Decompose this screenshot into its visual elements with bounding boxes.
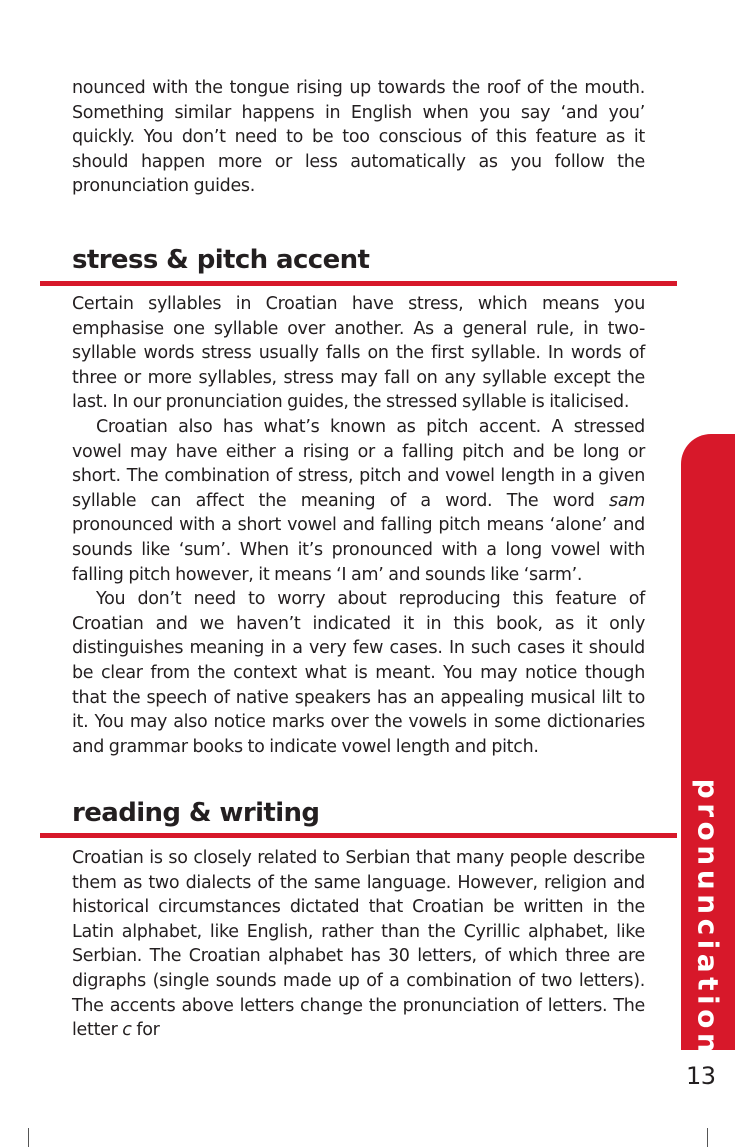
page-number: 13: [686, 1062, 716, 1090]
example-word-sam: sam: [609, 490, 645, 511]
stress-paragraph-3: You don’t need to worry about reproducing this feature of Croatian and we haven’t indicated it in this book, as it only distinguishes meaning in a very few cases. In such cases it should be clear from the context what is meant. You may notice though that the speech of native speakers has an appealing musical lilt to it. You may also notice marks over the vowels in some dictionaries and grammar books to indicate vowel length and pitch.: [72, 589, 645, 757]
intro-text-block: [72, 76, 645, 199]
reading-section-body: [72, 846, 645, 1043]
section-heading-reading: reading & writing: [72, 798, 320, 828]
stress-paragraph-2-start: Croatian also has what’s known as pitch accent. A stressed vowel may have either a rising or a falling pitch and be long or short. The combination of stress, pitch and vowel length in a given syllable can affect the meaning of a word. The word: [72, 416, 645, 511]
heading-underline-rule: [40, 281, 677, 286]
chapter-tab-label: pronunciation: [691, 778, 725, 1058]
stress-paragraph-1: Certain syllables in Croatian have stress, which means you emphasise one syllable over another. As a general rule, in two-syllable words stress usually falls on the first syllable. In words of three or more syllables, stress may fall on any syllable except the last. In our pronunciation guides, the stressed syllable is italicised.: [72, 294, 645, 413]
section-heading-stress: stress & pitch accent: [72, 245, 370, 275]
stress-paragraph-2-end: pronounced with a short vowel and falling pitch means ‘alone’ and sounds like ‘sum’. When it’s pronounced with a long vowel with falling pitch however, it means ‘I am’ and sounds like ‘sarm’.: [72, 515, 645, 585]
intro-paragraph: nounced with the tongue rising up towards the roof of the mouth. Something similar happens in English when you say ‘and you’ quickly. You don’t need to be too conscious of this feature as it should happen more or less automatically as you follow the pronunciation guides.: [72, 78, 645, 197]
stress-section-body: [72, 292, 645, 759]
reading-paragraph: [72, 846, 645, 1043]
reading-paragraph-end: for: [131, 1020, 160, 1041]
example-letter-c: c: [122, 1020, 132, 1041]
stress-paragraph-2: [72, 415, 645, 587]
reading-paragraph-start: Croatian is so closely related to Serbian that many people describe them as two dialects of the same language. However, religion and historical circumstances dictated that Croatian be written in the Latin alphabet, like English, rather than the Cyrillic alphabet, like Serbian. The Croatian alphabet has 30 letters, of which three are digraphs (single sounds made up of a combination of two letters). The accents above letters change the pronunciation of letters. The letter: [72, 848, 645, 1041]
crop-mark: [707, 1128, 708, 1147]
crop-mark: [28, 1128, 29, 1147]
heading-underline-rule: [40, 833, 677, 838]
